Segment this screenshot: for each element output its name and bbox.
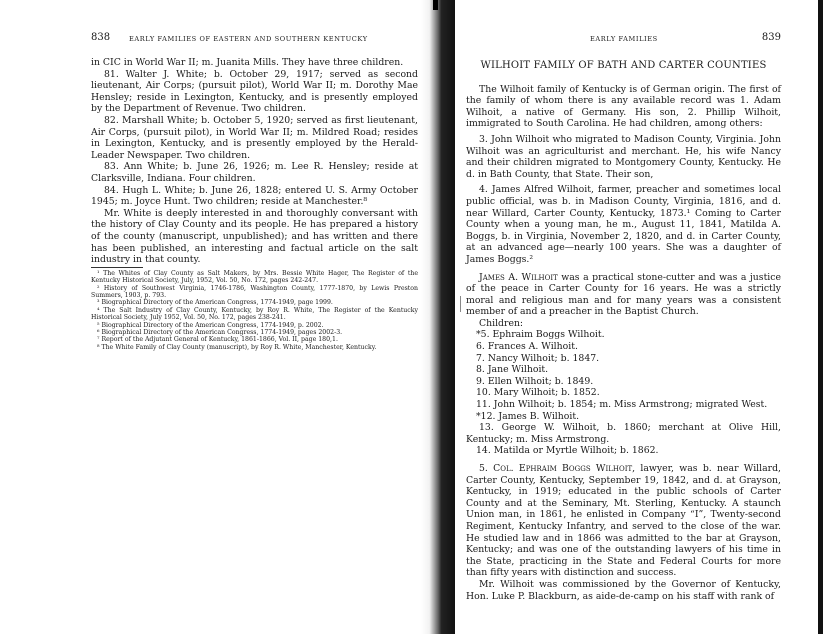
- footnote: ⁶ Biographical Directory of the American Congress, 1774-1949, pages 2002-3.: [97, 328, 343, 336]
- running-head: EARLY FAMILIES OF EASTERN AND SOUTHERN KENTUCKY: [129, 35, 368, 43]
- left-page-body: [91, 57, 418, 351]
- paragraph: 83. Ann White; b. June 26, 1926; m. Lee R. Hensley; reside at Clarksville, Indiana. Four children.: [91, 161, 418, 184]
- page-number: 839: [761, 32, 781, 43]
- left-page: [91, 0, 418, 634]
- footnote: ⁵ Biographical Directory of the American Congress, 1774-1949, p. 2002.: [97, 321, 324, 329]
- left-page-header: [91, 34, 418, 46]
- paragraph: 3. John Wilhoit who migrated to Madison County, Virginia. John Wilhoit was an agriculturist and merchant. He, his wife Nancy and their children migrated to Montgomery County, Kentucky. He d. in Bath County, that State. Their son,: [466, 133, 781, 180]
- running-head: EARLY FAMILIES: [590, 35, 658, 43]
- footnote: ² History of Southwest Virginia, 1746-1786, Washington County, 1777-1870, by Lewis Preston Summers, 1903, p. 793.: [91, 284, 418, 299]
- paragraph: Mr. White is deeply interested in and thoroughly conversant with the history of Clay County and its people. He has prepared a history of the county (manuscript, unpublished); and has written and there has been published, an interesting and factual article on the salt industry in that county.: [91, 207, 418, 266]
- list-item: 11. John Wilhoit; b. 1854; m. Miss Armstrong; migrated West.: [476, 399, 768, 411]
- footnote: ¹ The Whites of Clay County as Salt Makers, by Mrs. Bessie White Hager, The Register of the Kentucky Historical Society, July, 1952, Vol. 50, No. 172, pages 242-247.: [91, 269, 418, 285]
- paragraph: Mr. Wilhoit was commissioned by the Governor of Kentucky, Hon. Luke P. Blackburn, as aide-de-camp on his staff with rank of: [466, 578, 781, 602]
- page-number: 838: [91, 32, 111, 43]
- right-page: [466, 0, 781, 634]
- list-item: 10. Mary Wilhoit; b. 1852.: [476, 387, 600, 399]
- paragraph: James A. Wilhoit was a practical stone-cutter and was a justice of the peace in Carter County for 16 years. He was a strictly moral and religious man and for many years was a consistent member of and a preacher in the Baptist Church.: [466, 271, 781, 318]
- book-spine-shadow: [421, 0, 455, 634]
- children-label: Children:: [479, 317, 524, 329]
- chapter-title: WILHOIT FAMILY OF BATH AND CARTER COUNTIES: [480, 60, 767, 71]
- paragraph: The Wilhoit family of Kentucky is of German origin. The first of the family of whom there is any available record was 1. Adam Wilhoit, a native of Germany. His son, 2. Phillip Wilhoit, immigrated to South Carolina. He had children, among others:: [466, 83, 781, 130]
- list-item: *12. James B. Wilhoit.: [476, 410, 580, 422]
- paragraph: 82. Marshall White; b. October 5, 1920; served as first lieutenant, Air Corps, (pursuit pilot), in World War II; m. Mildred Road; resides in Lexington, Kentucky, and is presently employed by the Herald-Leader Newspaper. Two children.: [91, 114, 418, 161]
- list-item: 6. Frances A. Wilhoit.: [476, 341, 578, 353]
- scan-artifact: [433, 0, 438, 10]
- footnote: ⁸ The White Family of Clay County (manuscript), by Roy R. White, Manchester, Kentucky.: [97, 343, 377, 351]
- list-item: *5. Ephraim Boggs Wilhoit.: [476, 329, 605, 341]
- list-item: 13. George W. Wilhoit, b. 1860; merchant at Olive Hill, Kentucky; m. Miss Armstrong.: [466, 422, 781, 445]
- person-name: James A. Wilhoit: [479, 271, 558, 283]
- footnote-rule: [91, 267, 143, 268]
- list-item: 9. Ellen Wilhoit; b. 1849.: [476, 375, 594, 387]
- paragraph: 84. Hugh L. White; b. June 26, 1828; entered U. S. Army October 1945; m. Joyce Hunt. Two children; reside at Manchester.⁸: [91, 184, 418, 208]
- footnote: ⁷ Report of the Adjutant General of Kentucky, 1861-1866, Vol. II, page 180,1.: [97, 336, 338, 344]
- scan-edge: [818, 0, 823, 634]
- list-item: 7. Nancy Wilhoit; b. 1847.: [476, 352, 600, 364]
- footnote: ³ Biographical Directory of the American Congress, 1774-1949, page 1999.: [97, 299, 333, 307]
- paragraph: 81. Walter J. White; b. October 29, 1917; served as second lieutenant, Air Corps; (pursuit pilot), World War II; m. Dorothy Mae Hensley; reside in Lexington, Kentucky, and is presently employed by the Department of Revenue. Two children.: [91, 68, 418, 115]
- paragraph: in CIC in World War II; m. Juanita Mills. They have three children.: [91, 57, 404, 68]
- list-item: 14. Matilda or Myrtle Wilhoit; b. 1862.: [476, 445, 659, 457]
- margin-mark: [460, 296, 461, 312]
- list-item: 8. Jane Wilhoit.: [476, 364, 549, 376]
- paragraph: 5. Col. Ephraim Boggs Wilhoit, lawyer, was b. near Willard, Carter County, Kentucky, September 19, 1842, and d. at Grayson, Kentucky, in 1919; educated in the public schools of Carter County and at the Seminary, Mt. Sterling, Kentucky. A staunch Union man, in 1861, he enlisted in Company “I”, Twenty-second Regiment, Kentucky Infantry, and served to the close of the war. He studied law and in 1866 was admitted to the bar at Grayson, Kentucky; and was one of the outstanding lawyers of his time in the State, practicing in the State and Federal Courts for more than fifty years with distinction and success.: [466, 463, 782, 579]
- person-name: Col. Ephraim Boggs Wilhoit: [493, 463, 633, 474]
- paragraph: 4. James Alfred Wilhoit, farmer, preacher and sometimes local public official, was b. in Madison County, Virginia, 1816, and d. near Willard, Carter County, Kentucky, 1873.¹ Coming to Carter County when a young man, he m., August 11, 1841, Matilda A. Boggs, b. in Virginia, November 2, 1820, and d. in Carter County, at an advanced age—nearly 100 years. She was a daughter of James Boggs.²: [466, 184, 781, 265]
- right-page-body: [466, 60, 781, 602]
- footnote: ⁴ The Salt Industry of Clay County, Kentucky, by Roy R. White, The Register of the Kentucky Historical Society, July 1952, Vol. 50, No. 172, pages 238-241.: [91, 306, 418, 322]
- right-page-header: [466, 34, 781, 46]
